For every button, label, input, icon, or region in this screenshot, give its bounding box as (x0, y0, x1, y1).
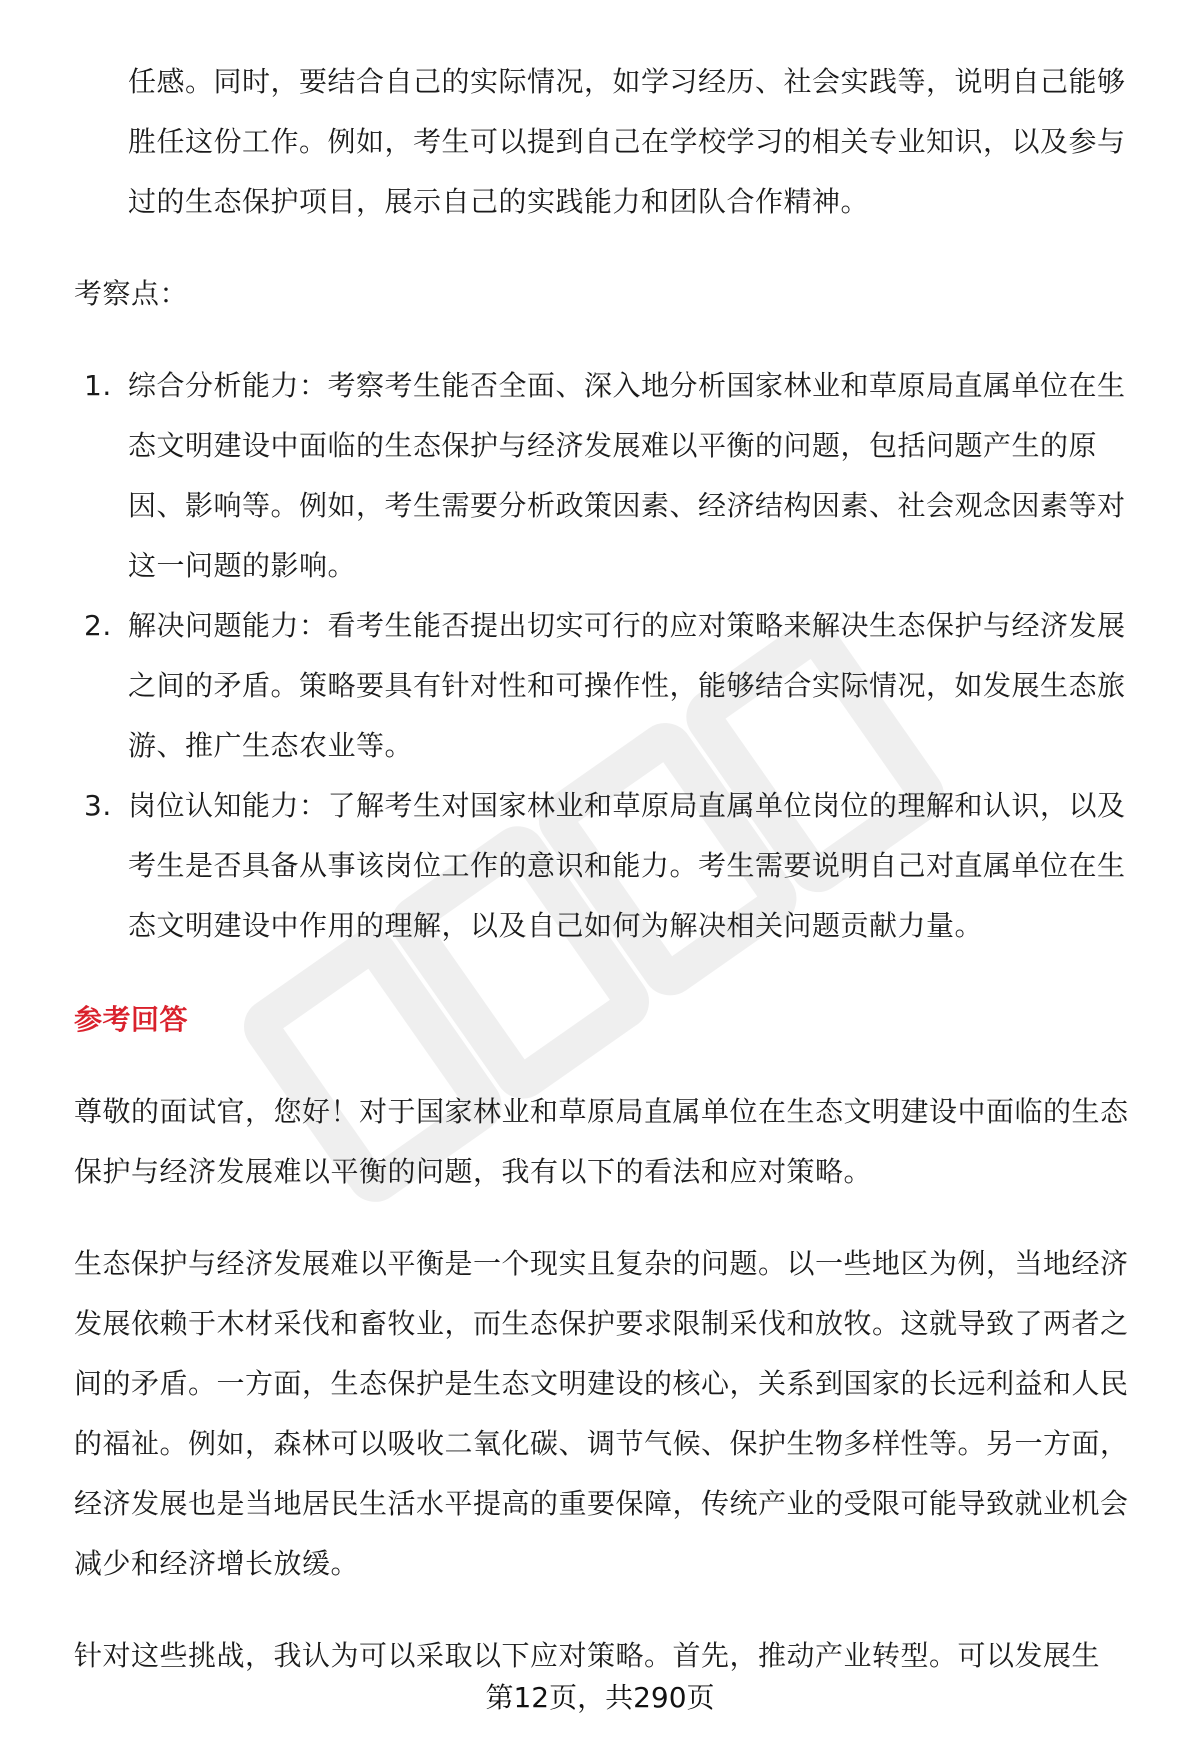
list-item-text: 解决问题能力：看考生能否提出切实可行的应对策略来解决生态保护与经济发展之间的矛盾。策略要具有针对性和可操作性，能够结合实际情况，如发展生态旅游、推广生态农业等。 (128, 609, 1126, 762)
list-item (74, 776, 1144, 956)
list-item-number: 1. (84, 369, 112, 402)
list-item-number: 2. (84, 609, 112, 642)
list-item-text: 综合分析能力：考察考生能否全面、深入地分析国家林业和草原局直属单位在生态文明建设中面临的生态保护与经济发展难以平衡的问题，包括问题产生的原因、影响等。例如，考生需要分析政策因素、经济结构因素、社会观念因素等对这一问题的影响。 (128, 369, 1126, 582)
answer-paragraph: 针对这些挑战，我认为可以采取以下应对策略。首先，推动产业转型。可以发展生 (74, 1639, 1101, 1672)
reference-answer-heading: 参考回答 (74, 1003, 189, 1036)
exam-points-list (74, 356, 1144, 956)
intro-paragraph: 任感。同时，要结合自己的实际情况，如学习经历、社会实践等，说明自己能够胜任这份工作。例如，考生可以提到自己在学校学习的相关专业知识，以及参与过的生态保护项目，展示自己的实践能力和团队合作精神。 (128, 65, 1126, 218)
list-item-text: 岗位认知能力：了解考生对国家林业和草原局直属单位岗位的理解和认识，以及考生是否具备从事该岗位工作的意识和能力。考生需要说明自己对直属单位在生态文明建设中作用的理解，以及自己如何为解决相关问题贡献力量。 (128, 789, 1126, 942)
intro-continuation (74, 52, 1144, 232)
answer-paragraph: 尊敬的面试官，您好！对于国家林业和草原局直属单位在生态文明建设中面临的生态保护与经济发展难以平衡的问题，我有以下的看法和应对策略。 (74, 1095, 1129, 1188)
list-item (74, 356, 1144, 596)
list-item-number: 3. (84, 789, 112, 822)
page-content (74, 52, 1144, 1686)
page-number-footer: 第12页，共290页 (485, 1681, 715, 1714)
answer-paragraph: 生态保护与经济发展难以平衡是一个现实且复杂的问题。以一些地区为例，当地经济发展依赖于木材采伐和畜牧业，而生态保护要求限制采伐和放牧。这就导致了两者之间的矛盾。一方面，生态保护是生态文明建设的核心，关系到国家的长远利益和人民的福祉。例如，森林可以吸收二氧化碳、调节气候、保护生物多样性等。另一方面，经济发展也是当地居民生活水平提高的重要保障，传统产业的受限可能导致就业机会减少和经济增长放缓。 (74, 1247, 1129, 1580)
exam-points-heading: 考察点： (74, 277, 189, 310)
list-item (74, 596, 1144, 776)
